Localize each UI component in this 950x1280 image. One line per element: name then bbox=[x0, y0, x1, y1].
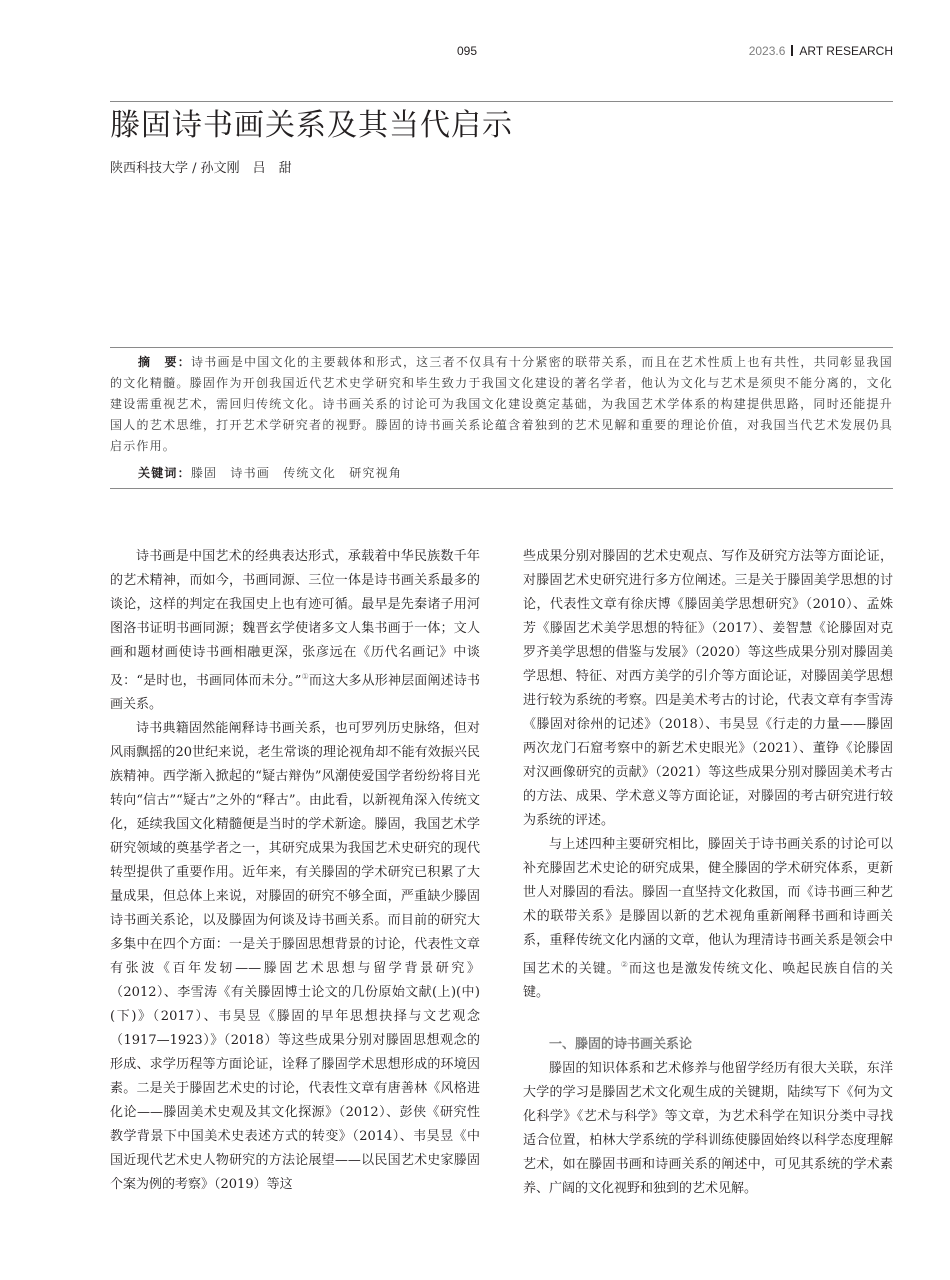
keywords-label: 关键词： bbox=[138, 466, 191, 480]
author-line: 陕西科技大学 / 孙文刚 吕 甜 bbox=[110, 161, 292, 176]
paragraph: 与上述四种主要研究相比，滕固关于诗书画关系的讨论可以补充滕固艺术史论的研究成果，健全滕固的学术研究体系，更新世人对滕固的看法。滕固一直坚持文化救国，而《诗书画三种艺术的联带关系》是滕固以新的艺术视角重新阐释书画和诗画关系，重释传统文化内涵的文章，他认为理清诗书画关系是领会中国艺术的关键。②而这也是激发传统文化、唤起民族自信的关键。 bbox=[523, 837, 893, 1001]
header-separator bbox=[791, 45, 793, 56]
article-title: 滕固诗书画关系及其当代启示 bbox=[110, 108, 513, 143]
body-column-right bbox=[523, 545, 893, 1201]
footnote-ref: ① bbox=[301, 672, 309, 681]
paragraph: 滕固的知识体系和艺术修养与他留学经历有很大关联，东洋大学的学习是滕固艺术文化观生成的关键期，陆续写下《何为文化科学》《艺术与科学》等文章，为艺术科学在知识分类中寻找适合位置，柏林大学系统的学科训练使滕固始终以科学态度理解艺术，如在滕固书画和诗画关系的阐述中，可见其系统的学术素养、广阔的文化视野和独到的艺术见解。 bbox=[523, 1061, 893, 1197]
paragraph: 诗书典籍固然能阐释诗书画关系，也可罗列历史脉络，但对风雨飘摇的20世纪来说，老生常谈的理论视角却不能有效振兴民族精神。西学渐入掀起的“疑古辩伪”风潮使爱国学者纷纷将目光转向“信古”“疑古”之外的“释古”。由此看，以新视角深入传统文化，延续我国文化精髓便是当时的学术新途。滕固，我国艺术学研究领域的奠基学者之一，其研究成果为我国艺术史研究的现代转型提供了重要作用。近年来，有关滕固的学术研究已积累了大量成果，但总体上来说，对滕固的研究不够全面，严重缺少滕固诗书画关系论，以及滕固为何谈及诗书画关系。而目前的研究大多集中在四个方面：一是关于滕固思想背景的讨论，代表性文章有张波《百年发轫——滕固艺术思想与留学背景研究》（2012）、李雪涛《有关滕固博士论文的几份原始文献(上)(中)(下)》（2017）、韦昊昱《滕固的早年思想抉择与文艺观念（1917—1923）》（2018）等这些成果分别对滕固思想观念的形成、求学历程等方面论证，诠释了滕固学术思想形成的环境因素。二是关于滕固艺术史的讨论，代表性文章有唐善林《风格进化论——滕固美术史观及其文化探源》（2012）、彭侠《研究性教学背景下中国美术史表述方式的转变》（2014）、韦昊昱《中国近现代艺术史人物研究的方法论展望——以民国艺术史家滕固个案为例的考察》（2019）等这 bbox=[110, 721, 480, 1193]
paragraph: 诗书画是中国艺术的经典表达形式，承载着中华民族数千年的艺术精神，而如今，书画同源、三位一体是诗书画关系最多的谈论，这样的判定在我国史上也有迹可循。最早是先秦诸子用河图洛书证明书画同源；魏晋玄学使诸多文人集书画于一体；文人画和题材画使诗书画相融更深，张彦远在《历代名画记》中谈及：“是时也，书画同体而未分。”①而这大多从形神层面阐述诗书画关系。 bbox=[110, 549, 480, 713]
top-divider bbox=[110, 101, 893, 102]
paragraph: 些成果分别对滕固的艺术史观点、写作及研究方法等方面论证，对滕固艺术史研究进行多方位阐述。三是关于滕固美学思想的讨论，代表性文章有徐庆博《滕固美学思想研究》（2010）、孟姝芳《滕固艺术美学思想的特征》（2017）、姜智慧《论滕固对克罗齐美学思想的借鉴与发展》（2020）等这些成果分别对滕固美学思想、特征、对西方美学的引介等方面论证，对滕固美学思想进行较为系统的考察。四是美术考古的讨论，代表文章有李雪涛《滕固对徐州的记述》（2018）、韦昊昱《行走的力量——滕固两次龙门石窟考察中的新艺术史眼光》（2021）、董铮《论滕固对汉画像研究的贡献》（2021）等这些成果分别对滕固美术考古的方法、成果、学术意义等方面论证，对滕固的考古研究进行较为系统的评述。 bbox=[523, 549, 893, 828]
keywords bbox=[110, 463, 893, 484]
abstract-text: 诗书画是中国文化的主要载体和形式，这三者不仅具有十分紧密的联带关系，而且在艺术性质上也有共性，共同彰显我国的文化精髓。滕固作为开创我国近代艺术史学研究和毕生致力于我国文化建设的著名学者，他认为文化与艺术是须臾不能分离的，文化建设需重视艺术，需回归传统文化。诗书画关系的讨论可为我国文化建设奠定基础，为我国艺术学体系的构建提供思路，同时还能提升国人的艺术思维，打开艺术学研究者的视野。滕固的诗书画关系论蕴含着独到的艺术见解和重要的理论价值，对我国当代艺术发展仍具启示作用。 bbox=[110, 355, 893, 453]
section-heading: 一、滕固的诗书画关系论 bbox=[549, 1037, 693, 1053]
journal-header bbox=[749, 44, 893, 58]
keywords-text: 滕固 诗书画 传统文化 研究视角 bbox=[190, 466, 403, 480]
keywords-bottom-divider bbox=[110, 488, 893, 489]
journal-name: ART RESEARCH bbox=[799, 44, 893, 58]
page-number: 095 bbox=[457, 44, 478, 58]
footnote-ref: ② bbox=[620, 960, 629, 969]
abstract bbox=[110, 352, 893, 457]
year-issue: 2023.6 bbox=[748, 44, 786, 58]
abstract-label: 摘 要： bbox=[138, 355, 191, 369]
abstract-top-divider bbox=[110, 347, 893, 348]
body-column-left bbox=[110, 545, 480, 1197]
